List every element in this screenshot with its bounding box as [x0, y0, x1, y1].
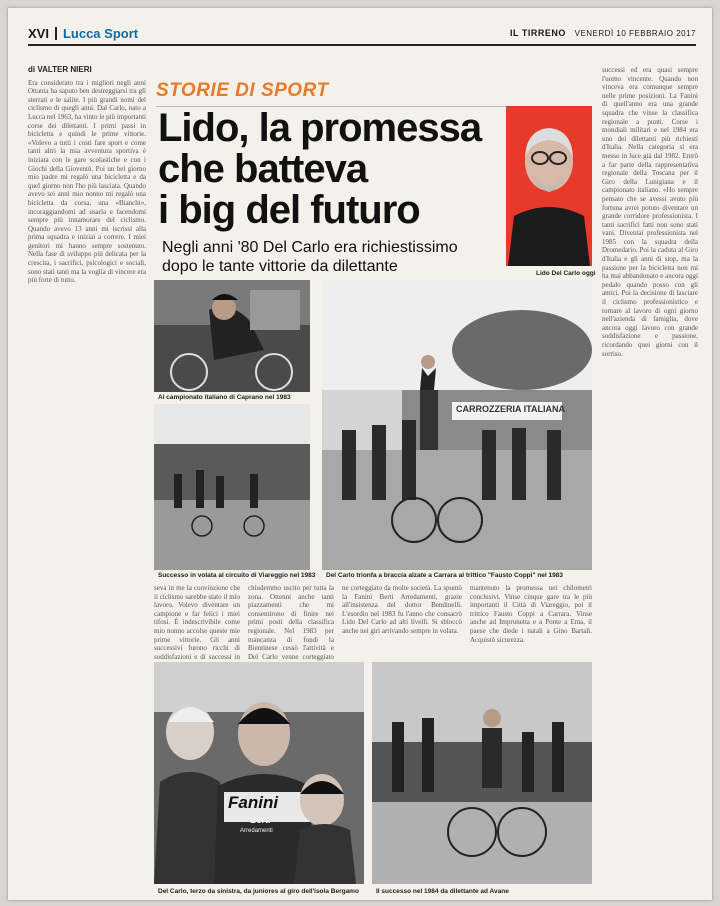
- article-column-4: [342, 584, 462, 658]
- photo-banner-text: CARROZZERIA ITALIANA: [456, 404, 565, 414]
- byline: di VALTER NIERI: [28, 65, 92, 74]
- header-divider: [55, 27, 57, 40]
- headline-line-3: i big del futuro: [158, 188, 420, 232]
- jersey-text-2: Berti: [250, 815, 271, 825]
- headline: [158, 108, 498, 231]
- section-name: Lucca Sport: [62, 25, 139, 41]
- photo-race-1: [154, 280, 310, 392]
- article-text: Era considerato tra i migliori negli anni Ottanta ha saputo ben destreggiarsi tra gli sterrati e le salite. I più grandi nomi del ciclismo di quegli anni. Dal Carlo, nato a Lucca nel 1963, ha vinto le più importanti corse dei dilettanti. I primi passi in bicicletta e quindi le prime vittorie. «Volevo a tutti i costi fare sport e come tanti altri la mia avventura sportiva è iniziata con le gare scolastiche e con i Giochi della Gioventù. Poi un bel giorno mio padre mi regalò una bicicletta e da quel giorno non l'ho più lasciata. Quando avevo sei anni mio nonno mi regalò una bicicletta da corsa, una «Bianchi», incoraggiandomi ad usarla e facendomi sempre più innamorare del ciclismo. Quando avevo 13 anni mi iscrissi alla prima squadra e iniziai a correre. I miei genitori mi hanno sempre sostenuto. Nella fase di sviluppo più delicata per la crescita, i sacrifici, psicologici e sociali, sono stati tanti ma la voglia di vincere era più forte di tutto.: [28, 78, 146, 285]
- portrait-photo: [506, 106, 592, 266]
- race-4-illustration: [372, 662, 592, 884]
- caption-race-3: Del Carlo trionfa a braccia alzate a Carrara al trittico "Fausto Coppi" nel 1983: [326, 572, 563, 579]
- jersey-text-3: Arredamenti: [240, 828, 273, 834]
- masthead-date: [510, 28, 696, 38]
- jersey-text-1: Fanini: [228, 793, 279, 812]
- photo-race-3: [322, 280, 592, 570]
- caption-group: Del Carlo, terzo da sinistra, da juniores al giro dell'isola Bergamo: [158, 888, 359, 895]
- article-text-5: mantenuto la promessa nei chilometri conclusivi. Vinse cinque gare tra le più importanti il Città di Viareggio, poi il trittico Fausto Coppi a Carrara. Vinse anche ad Imprunetta e a Ponte a Ema, il paese che diede i natali a Gino Bartali. Acquistò sicurezza.: [470, 584, 592, 644]
- article-column-3: [248, 584, 334, 661]
- page-header: [28, 22, 696, 46]
- article-column-5: [470, 584, 592, 658]
- issue-date: VENERDÌ 10 FEBBRAIO 2017: [574, 29, 696, 38]
- portrait-illustration: [506, 106, 592, 266]
- headline-line-2: che batteva: [158, 147, 368, 191]
- kicker: STORIE DI SPORT: [156, 80, 329, 101]
- article-column-2: [154, 584, 240, 661]
- page-number: XVI: [28, 25, 49, 41]
- race-3-illustration: [322, 280, 592, 570]
- newspaper-page: [8, 8, 712, 900]
- caption-race-1: Al campionato italiano di Caprano nel 1983: [158, 394, 291, 401]
- headline-line-1: Lido, la promessa: [158, 106, 482, 150]
- caption-race-2: Successo in volata al circuito di Viareggio nel 1983: [158, 572, 316, 579]
- section-label: [28, 26, 138, 41]
- article-text-right: successi ed era quasi sempre l'uomo vincente. Quando non vinceva era comunque sempre nelle prime posizioni. La Fanini di quell'anno era una grande squadra che vinse la classifica regionale a punti. Corse i mondiali militari e nel 1984 era uno dei dilettanti più richiesti d'Italia. Nella categoria si era messo in luce già dal 1982. Entrò a far parte della rappresentativa regionale della Toscana per il Giro della Lunigiana e il campionato italiano. «Ho sempre pensato che se avessi avuto più fortuna avrei potuto diventare un grande corridore professionista. I tanti sacrifici fatti non sono stati vani. Diventai professionista nel 1985 con la squadra della Dromedario. Poi la caduta al Giro d'Italia e gli anni di stop, ma la passione per la bicicletta non mi ha mai abbandonato e ancora oggi pedalo quando posso con gli amici. Poi la decisione di lasciare il ciclismo professionistico e tornare al lavoro di ogni giorno nell'azienda di famiglia, dove ancora oggi lavoro con grande soddisfazione e passione, ricordando quei giorni con il sorriso.: [602, 66, 698, 358]
- caption-race-4: Il successo nel 1984 da dilettante ad Avane: [376, 888, 509, 895]
- article-column-right: [602, 66, 698, 886]
- article-text-3: chiudemmo uscito per tutta la zona. Ottenni anche tanti piazzamenti che mi consentirono di finire nei primi posti della classifica regionale. Nel 1983 per mancanza di fondi la Bientinese cessò l'attività e Del Carlo venne corteggiato: [248, 584, 334, 661]
- portrait-caption: Lido Del Carlo oggi: [536, 270, 596, 277]
- paper-name: IL TIRRENO: [510, 28, 566, 38]
- photo-group: [154, 662, 364, 884]
- photo-race-4: [372, 662, 592, 884]
- article-column-left: [28, 66, 146, 656]
- article-text-2: seva in me la convinzione che il ciclismo sarebbe stato il mio lavoro. Volevo diventare un campione e far felici i miei tifosi. È indescrivibile come mio nonno accolse queste mie prime vittorie. Gli anni successivi furono ricchi di soddisfazioni e di successi in: [154, 584, 240, 661]
- race-1-illustration: [154, 280, 310, 392]
- group-illustration: [154, 662, 364, 884]
- race-2-illustration: [154, 404, 310, 570]
- subheadline: Negli anni '80 Del Carlo era richiestissimo dopo le tante vittorie da dilettante: [162, 239, 458, 275]
- article-text-4: ne corteggiato da molte società. La spuntò la Fanini Berti Arredamenti, grazie all'insistenza del dottor Bendinelli. L'esordio nel 1983 fu l'anno che consacrò Lido Del Carlo ad alti livelli. Si sbloccò anche nei giri arrivando sempre in volata.: [342, 584, 462, 635]
- photo-race-2: [154, 404, 310, 570]
